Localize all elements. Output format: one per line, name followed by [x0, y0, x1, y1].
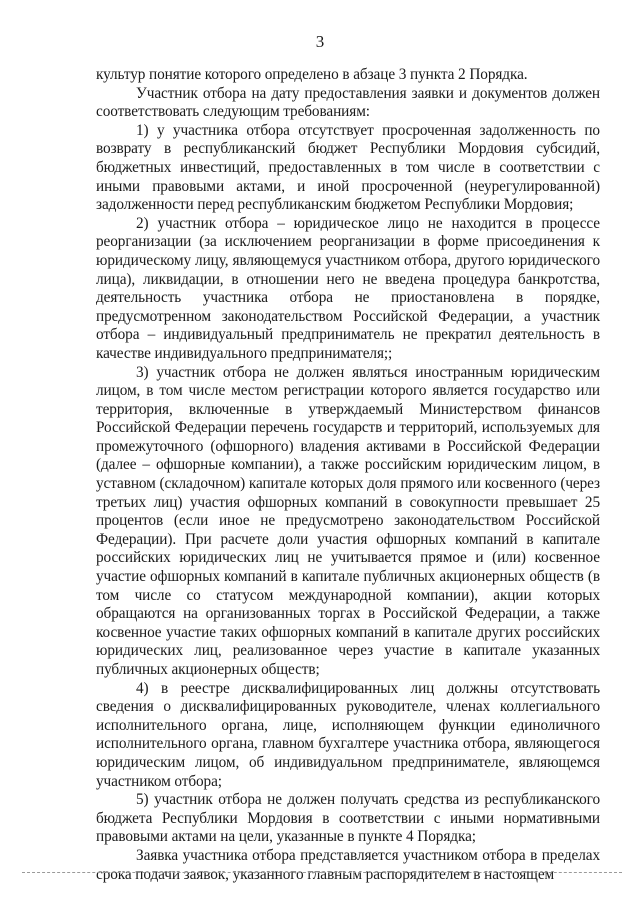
document-body: [96, 66, 600, 884]
paragraph-requirement-2: 2) участник отбора – юридическое лицо не находится в процессе реорганизации (за исключением реорганизации в форме присоединения к юридическому лицу, являющемуся участником отбора, другого юридического лица), ликвидации, в отношении него не введена процедура банкротства, деятельность участника отбора не приостановлена в порядке, предусмотренном законодательством Российской Федерации, а участник отбора – индивидуальный предприниматель не прекратил деятельность в качестве индивидуального предпринимателя;;: [96, 214, 600, 362]
page-number: 3: [315, 32, 325, 51]
paragraph-requirement-1: 1) у участника отбора отсутствует просроченная задолженность по возврату в республиканский бюджет Республики Мордовия субсидий, бюджетных инвестиций, предоставленных в том числе в соответствии с иными правовыми актами, и иной просроченной (неурегулированной) задолженности перед республиканским бюджетом Республики Мордовия;: [96, 121, 600, 214]
page-bottom-rule: [22, 872, 622, 873]
paragraph-requirement-4: 4) в реестре дисквалифицированных лиц должны отсутствовать сведения о дисквалифицированных руководителе, членах коллегиального исполнительного органа, лице, исполняющем функции единоличного исполнительного органа, главном бухгалтере участника отбора, являющегося юридическим лицом, об индивидуальном предпринимателе, являющемся участником отбора;: [96, 679, 600, 790]
paragraph-requirement-3: 3) участник отбора не должен являться иностранным юридическим лицом, в том числе местом регистрации которого является государство или территория, включенные в утверждаемый Министерством финансов Российской Федерации перечень государств и территорий, используемых для промежуточного (офшорного) владения активами в Российской Федерации (далее – офшорные компании), а также российским юридическим лицом, в уставном (складочном) капитале которых доля прямого или косвенного (через третьих лиц) участия офшорных компаний в совокупности превышает 25 процентов (если иное не предусмотрено законодательством Российской Федерации). При расчете доли участия офшорных компаний в капитале российских юридических лиц не учитывается прямое и (или) косвенное участие офшорных компаний в капитале публичных акционерных обществ (в том числе со статусом международной компании), акции которых обращаются на организованных торгах в Российской Федерации, а также косвенное участие таких офшорных компаний в капитале других российских юридических лиц, реализованное через участие в капитале указанных публичных акционерных обществ;: [96, 363, 600, 678]
paragraph-requirement-5: 5) участник отбора не должен получать средства из республиканского бюджета Республики Мордовия в соответствии с иными нормативными правовыми актами на цели, указанные в пункте 4 Порядка;: [96, 791, 600, 846]
paragraph-continuation: культур понятие которого определено в абзаце 3 пункта 2 Порядка.: [96, 66, 528, 83]
paragraph-requirements-intro: Участник отбора на дату предоставления заявки и документов должен соответствовать следующим требованиям:: [96, 84, 600, 121]
paragraph-application-submission: Заявка участника отбора представляется участником отбора в пределах срока подачи заявок, указанного главным распорядителем в настоящем: [96, 846, 600, 883]
